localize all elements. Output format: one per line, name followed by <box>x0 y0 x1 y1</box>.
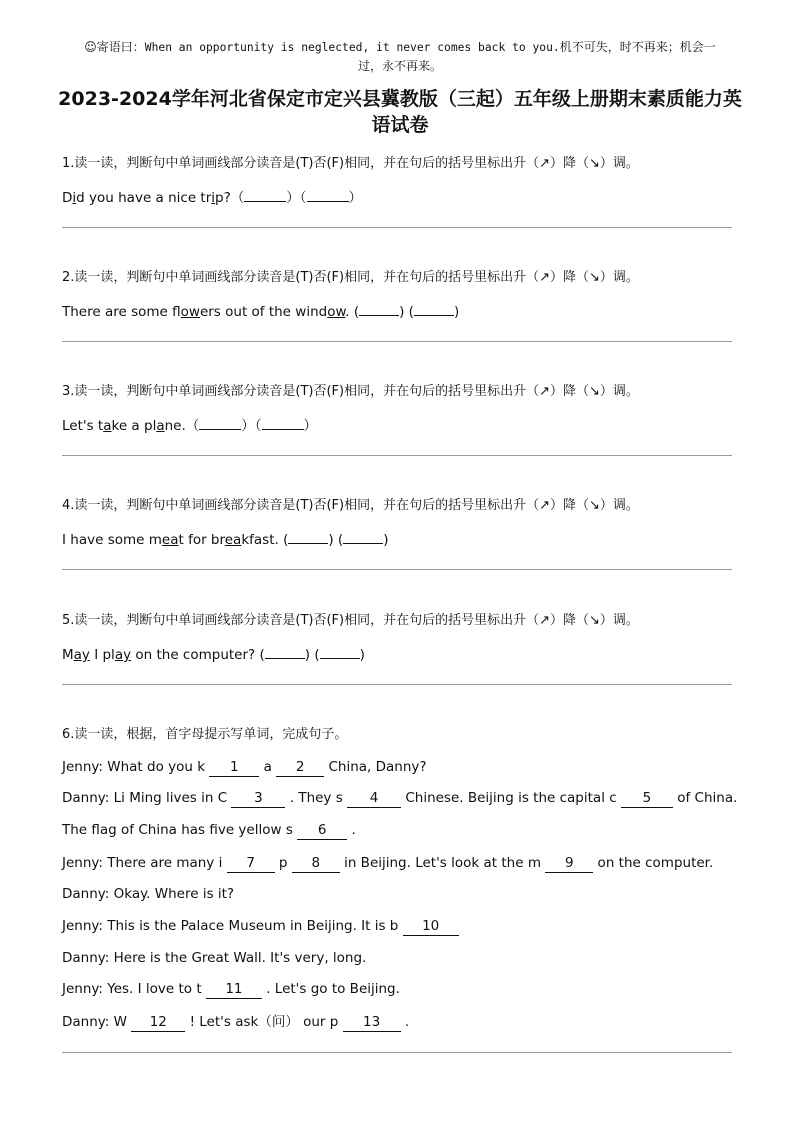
numbered-blank[interactable]: 5 <box>621 791 673 808</box>
dialogue-text: Chinese. Beijing is the capital c <box>401 790 621 806</box>
underlined-sound: ow <box>180 304 200 320</box>
dialogue-text: in Beijing. Let's look at the m <box>339 855 546 871</box>
dialogue-line <box>62 820 356 840</box>
divider <box>62 1052 732 1053</box>
dialogue-text: . They s <box>285 790 348 806</box>
page-title <box>40 86 760 138</box>
dialogue-text: . <box>400 1014 410 1030</box>
numbered-blank[interactable]: 7 <box>227 856 275 873</box>
sentence-text: I pl <box>89 647 115 663</box>
underlined-sound: i <box>72 190 77 206</box>
dialogue-text: . Let's go to Beijing. <box>261 981 400 997</box>
question-instruction: 1.读一读，判断句中单词画线部分读音是(T)否(F)相同，并在句后的括号里标出升（↗）降（↘）调。 <box>62 156 639 171</box>
motto-prefix: ☺寄语曰： <box>84 40 145 54</box>
sentence-text: ke a pl <box>111 418 157 434</box>
motto-chinese-1: 机不可失，时不再来；机会一 <box>559 40 716 54</box>
question-instruction: 5.读一读，判断句中单词画线部分读音是(T)否(F)相同，并在句后的括号里标出升（↗）降（↘）调。 <box>62 613 639 628</box>
answer-blank-intonation[interactable] <box>343 529 383 544</box>
question-3 <box>62 382 752 436</box>
question-instruction: 2.读一读，判断句中单词画线部分读音是(T)否(F)相同，并在句后的括号里标出升（↗）降（↘）调。 <box>62 270 639 285</box>
sentence-text: ne.（ <box>164 418 200 434</box>
sentence-text: p?（ <box>215 190 245 206</box>
question-instruction: 3.读一读，判断句中单词画线部分读音是(T)否(F)相同，并在句后的括号里标出升（↗）降（↘）调。 <box>62 384 639 399</box>
dialogue-text: Jenny: Yes. I love to t <box>62 981 206 997</box>
title-line-2: 语试卷 <box>371 114 429 136</box>
question-5 <box>62 611 752 665</box>
numbered-blank[interactable]: 1 <box>209 760 259 777</box>
dialogue-text: Danny: W <box>62 1014 132 1030</box>
sentence-text: M <box>62 647 74 663</box>
underlined-sound: ea <box>161 532 179 548</box>
answer-blank-tf[interactable] <box>244 187 286 202</box>
dialogue-line <box>62 948 366 968</box>
question-instruction: 4.读一读，判断句中单词画线部分读音是(T)否(F)相同，并在句后的括号里标出升（↗）降（↘）调。 <box>62 498 639 513</box>
dialogue-text: Jenny: There are many i <box>62 855 227 871</box>
sentence-text: . ( <box>345 304 360 320</box>
dialogue-text: on the computer. <box>593 855 714 871</box>
underlined-sound: ay <box>114 647 132 663</box>
numbered-blank[interactable]: 12 <box>131 1015 185 1032</box>
sentence-text: d you have a nice tr <box>76 190 212 206</box>
question-6 <box>62 725 752 1035</box>
divider <box>62 455 732 456</box>
answer-blank-intonation[interactable] <box>414 301 454 316</box>
numbered-blank[interactable]: 10 <box>403 919 459 936</box>
numbered-blank[interactable]: 6 <box>297 823 347 840</box>
dialogue-line <box>62 853 713 873</box>
dialogue-line <box>62 884 234 904</box>
dialogue-text: ! Let's ask（问） our p <box>185 1014 343 1030</box>
underlined-sound: i <box>211 190 216 206</box>
sentence-text: ) <box>453 304 460 320</box>
divider <box>62 227 732 228</box>
sentence-text: ) <box>383 532 389 548</box>
sentence-text: ers out of the wind <box>199 304 328 320</box>
dialogue-text: Danny: Okay. Where is it? <box>62 886 235 902</box>
divider <box>62 569 732 570</box>
question-sentence <box>62 529 752 550</box>
underlined-sound: ow <box>327 304 346 320</box>
question-sentence <box>62 301 752 322</box>
numbered-blank[interactable]: 3 <box>231 791 285 808</box>
dialogue-text: . <box>347 822 356 838</box>
dialogue-text: a <box>259 759 277 775</box>
answer-blank-tf[interactable] <box>359 301 399 316</box>
sentence-text: Let's t <box>62 418 104 434</box>
dialogue-text: p <box>274 855 292 871</box>
underlined-sound: ay <box>73 647 90 663</box>
numbered-blank[interactable]: 2 <box>276 760 324 777</box>
sentence-text: There are some fl <box>62 304 181 320</box>
numbered-blank[interactable]: 4 <box>347 791 401 808</box>
question-4 <box>62 496 752 550</box>
sentence-text: ）（ <box>286 190 307 206</box>
numbered-blank[interactable]: 11 <box>206 982 262 999</box>
dialogue-text: Jenny: What do you k <box>62 759 210 775</box>
dialogue-line <box>62 1012 409 1032</box>
motto <box>40 38 760 75</box>
numbered-blank[interactable]: 9 <box>545 856 593 873</box>
sentence-text: ) ( <box>328 532 344 548</box>
sentence-text: on the computer? ( <box>131 647 265 663</box>
divider <box>62 684 732 685</box>
answer-blank-tf[interactable] <box>199 415 241 430</box>
dialogue-line <box>62 979 400 999</box>
divider <box>62 341 732 342</box>
dialogue-text: Danny: Li Ming lives in C <box>62 790 232 806</box>
title-line-1: 2023-2024学年河北省保定市定兴县冀教版（三起）五年级上册期末素质能力英 <box>58 88 742 110</box>
answer-blank-intonation[interactable] <box>307 187 349 202</box>
sentence-text: ) ( <box>399 304 414 320</box>
question-2 <box>62 268 752 322</box>
question-sentence <box>62 187 752 208</box>
numbered-blank[interactable]: 8 <box>292 856 340 873</box>
sentence-text: I have some m <box>62 532 162 548</box>
dialogue-text: of China. <box>672 790 738 806</box>
sentence-text: ) <box>359 647 365 663</box>
motto-chinese-2: 过，永不再来。 <box>357 59 442 73</box>
sentence-text: ） <box>348 190 363 206</box>
sentence-text: ）（ <box>241 418 262 434</box>
sentence-text: D <box>62 190 73 206</box>
numbered-blank[interactable]: 13 <box>343 1015 401 1032</box>
underlined-sound: a <box>103 418 112 434</box>
question-sentence <box>62 415 752 436</box>
answer-blank-tf[interactable] <box>288 529 328 544</box>
sentence-text: ) ( <box>304 647 320 663</box>
dialogue-line <box>62 788 737 808</box>
question-instruction: 6.读一读，根据，首字母提示写单词，完成句子。 <box>62 727 348 742</box>
dialogue-text: China, Danny? <box>324 759 427 775</box>
answer-blank-intonation[interactable] <box>262 415 304 430</box>
underlined-sound: a <box>156 418 165 434</box>
answer-blank-tf[interactable] <box>265 644 305 659</box>
sentence-text: kfast. ( <box>241 532 289 548</box>
motto-english: When an opportunity is neglected, it never comes back to you. <box>144 41 560 54</box>
sentence-text: ） <box>303 418 318 434</box>
dialogue-line <box>62 757 427 777</box>
underlined-sound: ea <box>224 532 242 548</box>
answer-blank-intonation[interactable] <box>320 644 360 659</box>
question-1 <box>62 154 752 208</box>
dialogue-line <box>62 916 459 936</box>
question-sentence <box>62 644 752 665</box>
sentence-text: t for br <box>178 532 225 548</box>
dialogue-text: Danny: Here is the Great Wall. It's very, long. <box>62 950 367 966</box>
dialogue-text: The flag of China has five yellow s <box>62 822 298 838</box>
dialogue-text: Jenny: This is the Palace Museum in Beijing. It is b <box>62 918 403 934</box>
